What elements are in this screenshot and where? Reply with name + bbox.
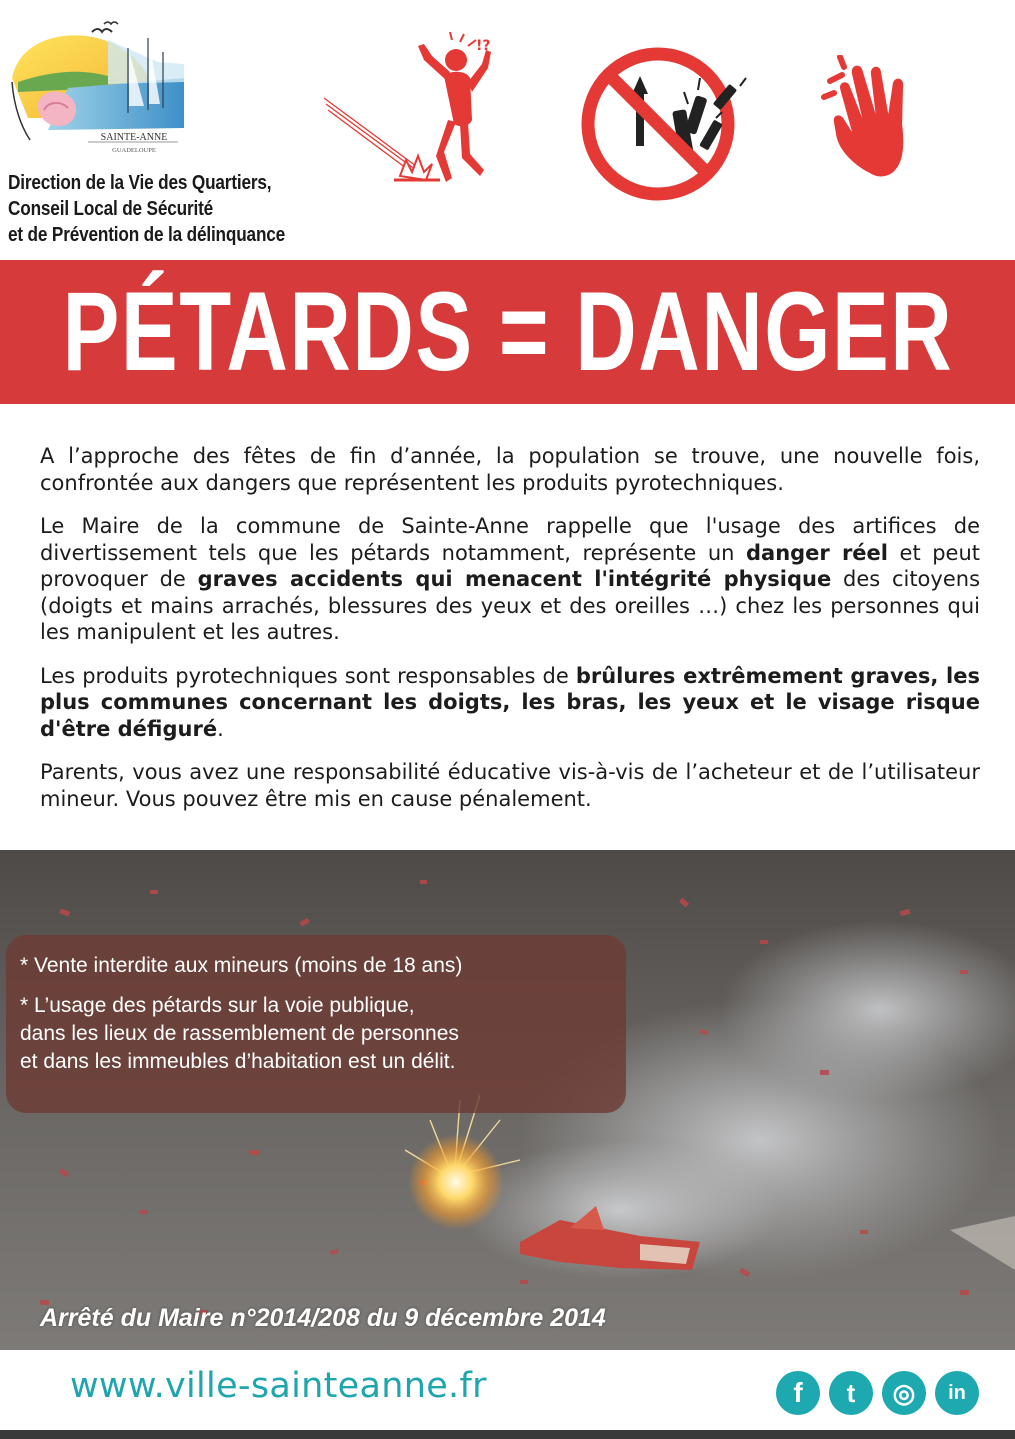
notice-line-1: * Vente interdite aux mineurs (moins de 18 ans) (20, 954, 463, 977)
p2-text-1: Le Maire de la commune de Sainte-Anne rappelle que l'usage des artifices de divertissement tels que les pétards notamment, représente un (40, 514, 980, 565)
paragraph-1: A l’approche des fêtes de fin d’année, la population se trouve, une nouvelle fois, confrontée aux dangers que représentent les produits pyrotechniques. (40, 444, 980, 495)
svg-text:!?: !? (476, 38, 491, 54)
paragraph-3 (40, 663, 980, 743)
banner-title: PÉTARDS = DANGER (62, 269, 953, 394)
department-line-1: Direction de la Vie des Quartiers, (8, 172, 272, 194)
arrete-reference: Arrêté du Maire n°2014/208 du 9 décembre 2014 (40, 1304, 606, 1332)
bottom-strip (0, 1430, 1015, 1439)
website-link[interactable]: www.ville-sainteanne.fr (70, 1366, 487, 1406)
firecracker-injury-icon (320, 30, 500, 185)
no-fireworks-icon (580, 40, 750, 202)
main-text (40, 443, 980, 829)
p2-text-2: et peut provoquer de (40, 540, 980, 591)
p2-text-3: des citoyens (doigts et mains arrachés, blessures des yeux et des oreilles …) chez les personnes qui les manipulent et les autres. (40, 567, 981, 644)
p2-bold-1: danger réel (746, 540, 888, 565)
department-line-2: Conseil Local de Sécurité (8, 198, 214, 220)
notice-line-3: dans les lieux de rassemblement de personnes (20, 1022, 459, 1045)
department-name (8, 170, 286, 248)
facebook-icon[interactable]: f (776, 1371, 820, 1415)
notice-line-4: et dans les immeubles d’habitation est un délit. (20, 1050, 456, 1073)
paragraph-2 (40, 513, 980, 646)
title-banner (0, 260, 1015, 404)
logo-text: SAINTE-ANNE (100, 132, 168, 143)
stop-hand-icon (820, 55, 940, 185)
linkedin-icon[interactable]: in (935, 1371, 979, 1415)
department-line-3: et de Prévention de la délinquance (8, 224, 286, 246)
p2-bold-2: graves accidents qui menacent l'intégrité physique (197, 567, 832, 591)
sainte-anne-logo (8, 18, 184, 158)
notice-line-2: * L’usage des pétards sur la voie publique, (20, 994, 415, 1017)
logo-subtext: GUADELOUPE (112, 147, 156, 154)
notice-text (20, 952, 620, 1076)
twitter-icon[interactable]: t (829, 1371, 873, 1415)
p3-text-2: . (217, 716, 224, 741)
p3-text-1: Les produits pyrotechniques sont responsables de (40, 663, 576, 688)
paragraph-4: Parents, vous avez une responsabilité éducative vis-à-vis de l’acheteur et de l’utilisateur mineur. Vous pouvez être mis en cause pénalement. (40, 760, 980, 811)
instagram-icon[interactable]: ◎ (882, 1371, 926, 1415)
p3-bold-1: brûlures extrêmement graves, les plus communes concernant les doigts, les bras, les yeux et le visage risque d'être défiguré (40, 663, 980, 741)
